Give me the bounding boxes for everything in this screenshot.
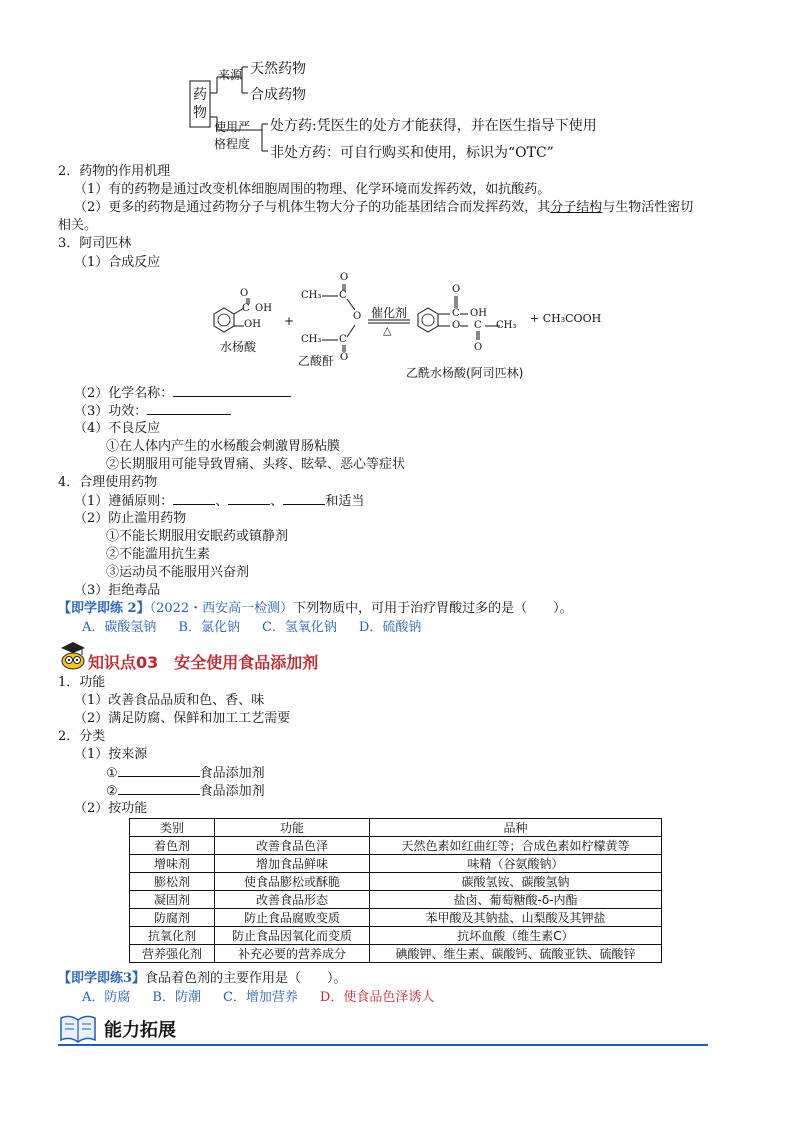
classification-title: 2．分类 xyxy=(58,729,106,744)
heat-symbol: △ xyxy=(383,324,392,337)
book-icon xyxy=(58,1012,98,1044)
section2-title: 2．药物的作用机理 xyxy=(58,164,171,179)
table-cell: 防止食品因氧化而变质 xyxy=(215,927,370,945)
section3-p4-2: ②长期服用可能导致胃痛、头疼、眩晕、恶心等症状 xyxy=(106,457,406,472)
chem-c-3: C xyxy=(339,334,347,345)
table-cell: 盐卤、葡萄糖酸-δ-内酯 xyxy=(370,891,662,909)
table-row xyxy=(130,873,662,891)
section3-p4: （4）不良反应 xyxy=(74,421,161,436)
aspirin-label: 乙酰水杨酸(阿司匹林) xyxy=(406,366,524,380)
section4-p1 xyxy=(74,492,364,510)
practice3-option-a[interactable]: A．防腐 xyxy=(82,990,131,1005)
tree-branch-usage-1: 使用严 xyxy=(214,120,251,134)
chem-o-7: O xyxy=(474,342,483,353)
separator-1: 、 xyxy=(215,494,229,509)
ability-section-heading xyxy=(58,1010,708,1050)
table-cell: 增味剂 xyxy=(130,855,215,873)
section2-p2 xyxy=(74,199,693,216)
table-cell: 碳酸氢铵、碳酸氢钠 xyxy=(370,873,662,891)
practice2-stem: 下列物质中，可用于治疗胃酸过多的是（ ）。 xyxy=(293,601,573,616)
aspirin-synthesis-reaction xyxy=(200,268,620,383)
practice2-question xyxy=(58,600,573,617)
table-cell: 膨松剂 xyxy=(130,873,215,891)
chem-oh-1: OH xyxy=(255,303,272,314)
section4-p2-1: ①不能长期服用安眠药或镇静剂 xyxy=(106,529,289,544)
table-cell: 味精（谷氨酸钠） xyxy=(370,855,662,873)
chem-o-5: O xyxy=(452,284,461,295)
chem-c-5: C xyxy=(474,320,482,331)
table-cell: 苯甲酸及其钠盐、山梨酸及其钾盐 xyxy=(370,909,662,927)
section2-p2-text-b: 与生物活性密切 xyxy=(602,200,694,215)
section3-p4-1: ①在人体内产生的水杨酸会刺激胃肠粘膜 xyxy=(106,439,341,454)
source-suffix-2: 食品添加剂 xyxy=(199,784,265,799)
practice3-option-b[interactable]: B．防潮 xyxy=(152,990,201,1005)
knowledge-point-title: 知识点03 安全使用食品添加剂 xyxy=(88,653,319,672)
chem-o-6: O xyxy=(452,320,461,331)
table-cell: 使食品膨松或酥脆 xyxy=(215,873,370,891)
tree-leaf-natural: 天然药物 xyxy=(250,61,306,77)
practice2-option-a[interactable]: A．碳酸氢钠 xyxy=(82,620,157,635)
classification-p2: （2）按功能 xyxy=(74,801,148,816)
principles-label: （1）遵循原则： xyxy=(74,494,174,509)
circle-num-1: ① xyxy=(106,766,118,781)
table-header-variety: 品种 xyxy=(370,819,662,837)
practice3-tag: 【即学即练3】 xyxy=(58,971,146,986)
practice2-options xyxy=(82,619,421,636)
section2-p2-cont: 相关。 xyxy=(58,218,98,233)
table-row xyxy=(130,909,662,927)
chem-o-4: O xyxy=(340,352,349,363)
practice2-option-b[interactable]: B．氯化钠 xyxy=(178,620,240,635)
chem-oh-3: OH xyxy=(470,308,487,319)
section4-p3: （3）拒绝毒品 xyxy=(74,583,161,598)
chem-ch3-3: CH₃ xyxy=(496,320,517,331)
practice2-option-c[interactable]: C．氢氧化钠 xyxy=(261,620,337,635)
chem-c-4: C xyxy=(452,308,460,319)
table-row xyxy=(130,927,662,945)
section3-p1: （1）合成反应 xyxy=(74,255,161,270)
source-blank-2[interactable] xyxy=(118,782,200,795)
section4-p2-2: ②不能滥用抗生素 xyxy=(106,547,211,562)
table-cell: 天然色素如红曲红等；合成色素如柠檬黄等 xyxy=(370,837,662,855)
efficacy-blank[interactable] xyxy=(147,402,231,415)
chem-o-3: O xyxy=(353,311,362,322)
table-cell: 防止食品腐败变质 xyxy=(215,909,370,927)
table-cell: 碘酸钾、维生素、碳酸钙、硫酸亚铁、硫酸锌 xyxy=(370,945,662,963)
chem-o-2: O xyxy=(340,272,349,283)
section2-p2-underlined: 分子结构 xyxy=(550,200,603,215)
table-cell: 补充必要的营养成分 xyxy=(215,945,370,963)
table-cell: 营养强化剂 xyxy=(130,945,215,963)
table-cell: 抗氧化剂 xyxy=(130,927,215,945)
chem-c-2: C xyxy=(339,290,347,301)
section4-title: 4．合理使用药物 xyxy=(58,475,158,490)
circle-num-2: ② xyxy=(106,784,118,799)
principle-blank-2[interactable] xyxy=(228,492,270,505)
ability-title: 能力拓展 xyxy=(104,1020,176,1041)
practice3-stem: 食品着色剂的主要作用是（ ）。 xyxy=(145,971,347,986)
source-suffix-1: 食品添加剂 xyxy=(199,766,265,781)
table-header-category: 类别 xyxy=(130,819,215,837)
section3-title: 3．阿司匹林 xyxy=(58,236,132,251)
table-row xyxy=(130,945,662,963)
drug-classification-tree xyxy=(180,55,620,165)
chem-oh-2: OH xyxy=(244,319,261,330)
practice3-question xyxy=(58,970,347,987)
salicylic-acid-label: 水杨酸 xyxy=(220,340,257,354)
section4-p2: （2）防止滥用药物 xyxy=(74,511,187,526)
table-cell: 着色剂 xyxy=(130,837,215,855)
tree-branch-usage-2: 格程度 xyxy=(214,137,251,151)
table-row xyxy=(130,891,662,909)
practice3-option-d[interactable]: D．使食品色泽诱人 xyxy=(319,990,435,1005)
tree-leaf-prescription: 处方药:凭医生的处方才能获得，并在医生指导下使用 xyxy=(270,118,597,134)
table-cell: 改善食品形态 xyxy=(215,891,370,909)
section2-p2-text-a: （2）更多的药物是通过药物分子与机体生物大分子的功能基团结合而发挥药效，其 xyxy=(74,200,551,215)
chem-o-1: O xyxy=(240,288,249,299)
function-p2: （2）满足防腐、保鲜和加工工艺需要 xyxy=(74,711,291,726)
tree-root: 药物 xyxy=(193,87,207,121)
table-row xyxy=(130,855,662,873)
food-additive-table xyxy=(129,818,662,963)
chemical-name-blank[interactable] xyxy=(173,384,291,397)
acetic-acid-product: + CH₃COOH xyxy=(530,312,602,325)
principle-blank-1[interactable] xyxy=(173,492,215,505)
acetic-anhydride-label: 乙酸酐 xyxy=(298,354,335,368)
section3-p2 xyxy=(74,384,291,402)
separator-2: 、 xyxy=(270,494,284,509)
principles-suffix: 和适当 xyxy=(325,494,365,509)
function-p1: （1）改善食品品质和色、香、味 xyxy=(74,693,265,708)
practice3-options xyxy=(82,989,434,1006)
table-cell: 抗坏血酸（维生素C） xyxy=(370,927,662,945)
tree-branch-source: 来源 xyxy=(218,68,243,82)
table-row xyxy=(130,837,662,855)
table-cell: 增加食品鲜味 xyxy=(215,855,370,873)
tree-leaf-synthetic: 合成药物 xyxy=(250,87,306,103)
practice2-option-d[interactable]: D．硫酸钠 xyxy=(358,620,422,635)
principle-blank-3[interactable] xyxy=(283,492,325,505)
chem-ch3-2: CH₃ xyxy=(301,334,322,345)
table-header-row xyxy=(130,819,662,837)
classification-p1-2 xyxy=(106,782,265,800)
classification-p1: （1）按来源 xyxy=(74,747,148,762)
function-title: 1．功能 xyxy=(58,675,106,690)
section2-p1: （1）有的药物是通过改变机体细胞周围的物理、化学环境而发挥药效，如抗酸药。 xyxy=(74,182,551,197)
ability-divider xyxy=(58,1044,708,1046)
table-cell: 凝固剂 xyxy=(130,891,215,909)
practice3-option-c[interactable]: C．增加营养 xyxy=(222,990,298,1005)
owl-icon xyxy=(60,640,86,670)
section3-p3 xyxy=(74,402,231,420)
table-cell: 防腐剂 xyxy=(130,909,215,927)
table-cell: 改善食品色泽 xyxy=(215,837,370,855)
tree-leaf-otc: 非处方药：可自行购买和使用，标识为“OTC” xyxy=(270,145,554,161)
table-header-function: 功能 xyxy=(215,819,370,837)
efficacy-label: （3）功效： xyxy=(74,404,148,419)
practice2-tag: 【即学即练 2】 xyxy=(58,601,150,616)
plus-sign: + xyxy=(284,314,295,328)
practice2-source: （2022・西安高一检测） xyxy=(149,601,294,616)
chem-ch3-1: CH₃ xyxy=(301,290,322,301)
section4-p2-3: ③运动员不能服用兴奋剂 xyxy=(106,565,250,580)
catalyst-label: 催化剂 xyxy=(371,306,408,320)
chemical-name-label: （2）化学名称： xyxy=(74,386,174,401)
source-blank-1[interactable] xyxy=(118,764,200,777)
chem-c-1: C xyxy=(242,303,250,314)
classification-p1-1 xyxy=(106,764,265,782)
